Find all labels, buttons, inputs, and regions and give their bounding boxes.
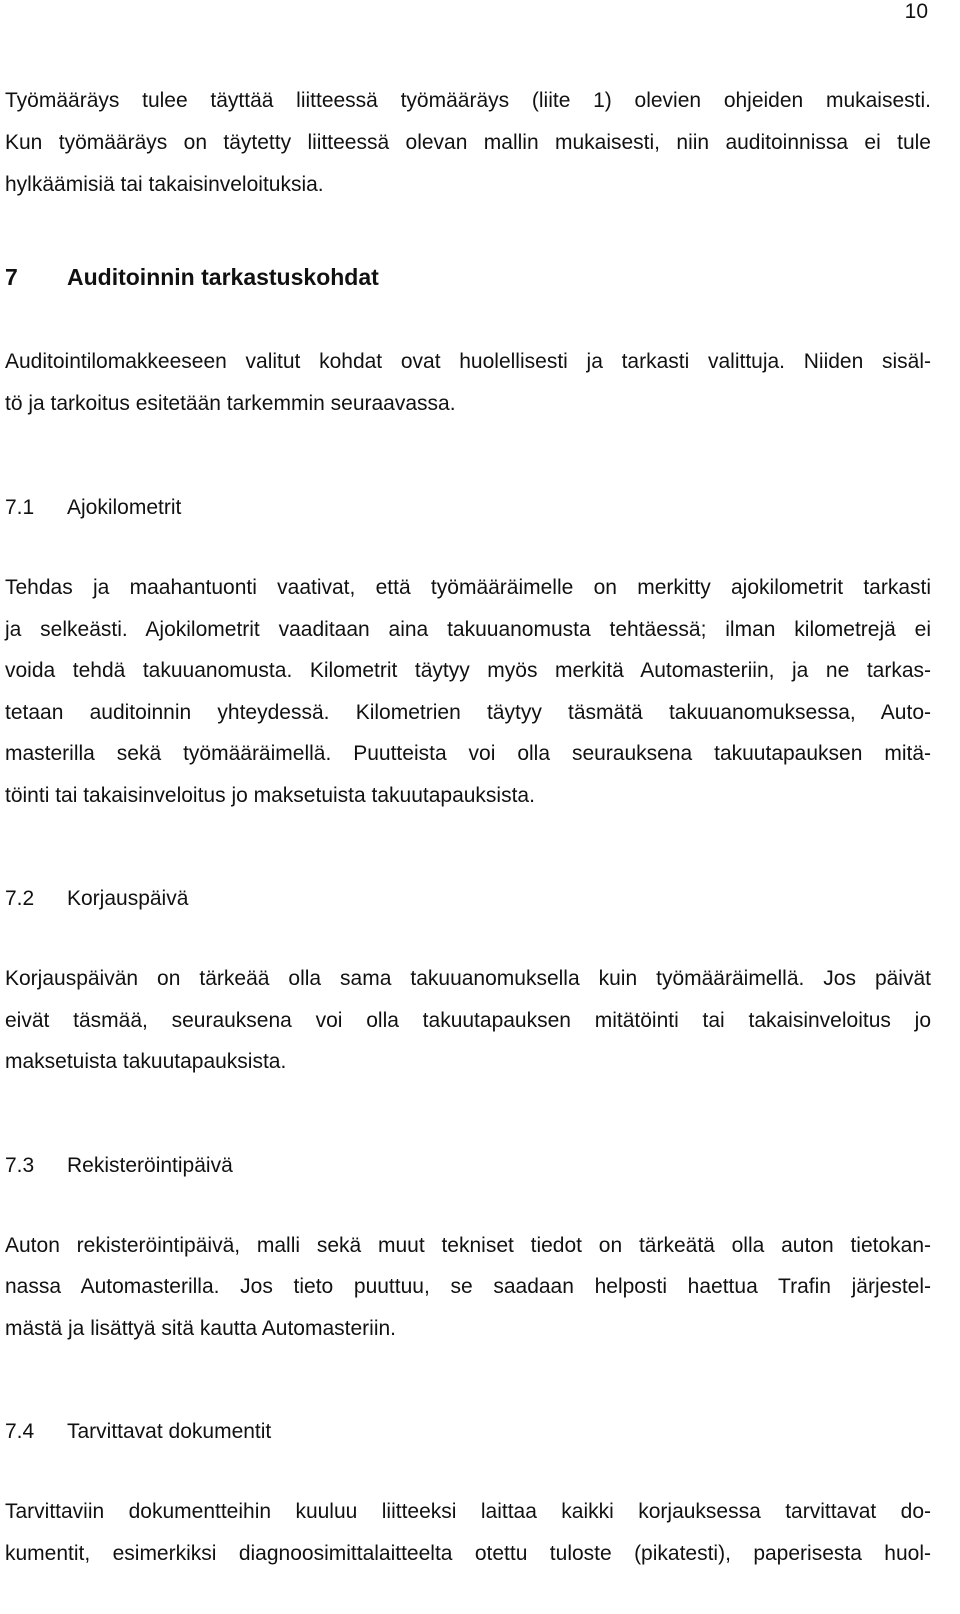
paragraph-line: ja selkeästi. Ajokilometrit vaaditaan aina takuuanomusta tehtäessä; ilman kilometrejä ei bbox=[5, 618, 931, 641]
subsection-heading bbox=[5, 1418, 931, 1446]
paragraph-line: Korjauspäivän on tärkeää olla sama takuuanomuksella kuin työmääräimellä. Jos päivät bbox=[5, 967, 931, 990]
paragraph-line: tö ja tarkoitus esitetään tarkemmin seuraavassa. bbox=[5, 392, 456, 415]
paragraph-line: voida tehdä takuuanomusta. Kilometrit täytyy myös merkitä Automasteriin, ja ne tarkas- bbox=[5, 659, 931, 682]
paragraph-line: Kun työmääräys on täytetty liitteessä olevan mallin mukaisesti, niin auditoinnissa ei tule bbox=[5, 131, 931, 154]
paragraph-line: maksetuista takuutapauksista. bbox=[5, 1050, 287, 1073]
section-title: Auditoinnin tarkastuskohdat bbox=[67, 264, 379, 290]
subsection-title: Korjauspäivä bbox=[67, 887, 189, 910]
subsection-title: Ajokilometrit bbox=[67, 496, 182, 519]
section-heading bbox=[5, 263, 931, 291]
paragraph-line: kumentit, esimerkiksi diagnoosimittalaitteelta otettu tuloste (pikatesti), paperisesta huol- bbox=[5, 1542, 931, 1565]
subsection-title: Rekisteröintipäivä bbox=[67, 1154, 233, 1177]
paragraph-line: Tarvittaviin dokumentteihin kuuluu liitteeksi laittaa kaikki korjauksessa tarvittavat do- bbox=[5, 1500, 931, 1523]
paragraph-line: eivät täsmää, seurauksena voi olla takuutapauksen mitätöinti tai takaisinveloitus jo bbox=[5, 1009, 931, 1032]
paragraph-line: Tehdas ja maahantuonti vaativat, että työmääräimelle on merkitty ajokilometrit tarkasti bbox=[5, 576, 931, 599]
paragraph-line: mästä ja lisättyä sitä kautta Automasteriin. bbox=[5, 1317, 397, 1340]
subsection-number: 7.3 bbox=[5, 1154, 35, 1177]
paragraph-line: tetaan auditoinnin yhteydessä. Kilometrien täytyy täsmätä takuuanomuksessa, Auto- bbox=[5, 701, 931, 724]
paragraph-line: töinti tai takaisinveloitus jo maksetuista takuutapauksista. bbox=[5, 784, 535, 807]
subsection-heading bbox=[5, 1152, 931, 1180]
subsection-number: 7.1 bbox=[5, 496, 35, 519]
subsection-number: 7.4 bbox=[5, 1420, 35, 1443]
paragraph-line: masterilla sekä työmääräimellä. Puutteista voi olla seurauksena takuutapauksen mitä- bbox=[5, 742, 931, 765]
page-number: 10 bbox=[904, 0, 928, 23]
subsection-number: 7.2 bbox=[5, 887, 35, 910]
paragraph-line: Auton rekisteröintipäivä, malli sekä muut tekniset tiedot on tärkeätä olla auton tietokan- bbox=[5, 1234, 931, 1257]
paragraph-line: Auditointilomakkeeseen valitut kohdat ovat huolellisesti ja tarkasti valittuja. Niiden sisäl- bbox=[5, 350, 931, 373]
section-number: 7 bbox=[5, 264, 18, 290]
subsection-heading bbox=[5, 885, 931, 913]
subsection-title: Tarvittavat dokumentit bbox=[67, 1420, 272, 1443]
paragraph-line: hylkäämisiä tai takaisinveloituksia. bbox=[5, 173, 324, 196]
subsection-heading bbox=[5, 494, 931, 522]
paragraph-line: nassa Automasterilla. Jos tieto puuttuu, se saadaan helposti haettua Trafin järjestel- bbox=[5, 1275, 931, 1298]
paragraph-line: Työmääräys tulee täyttää liitteessä työmääräys (liite 1) olevien ohjeiden mukaisesti. bbox=[5, 89, 931, 112]
